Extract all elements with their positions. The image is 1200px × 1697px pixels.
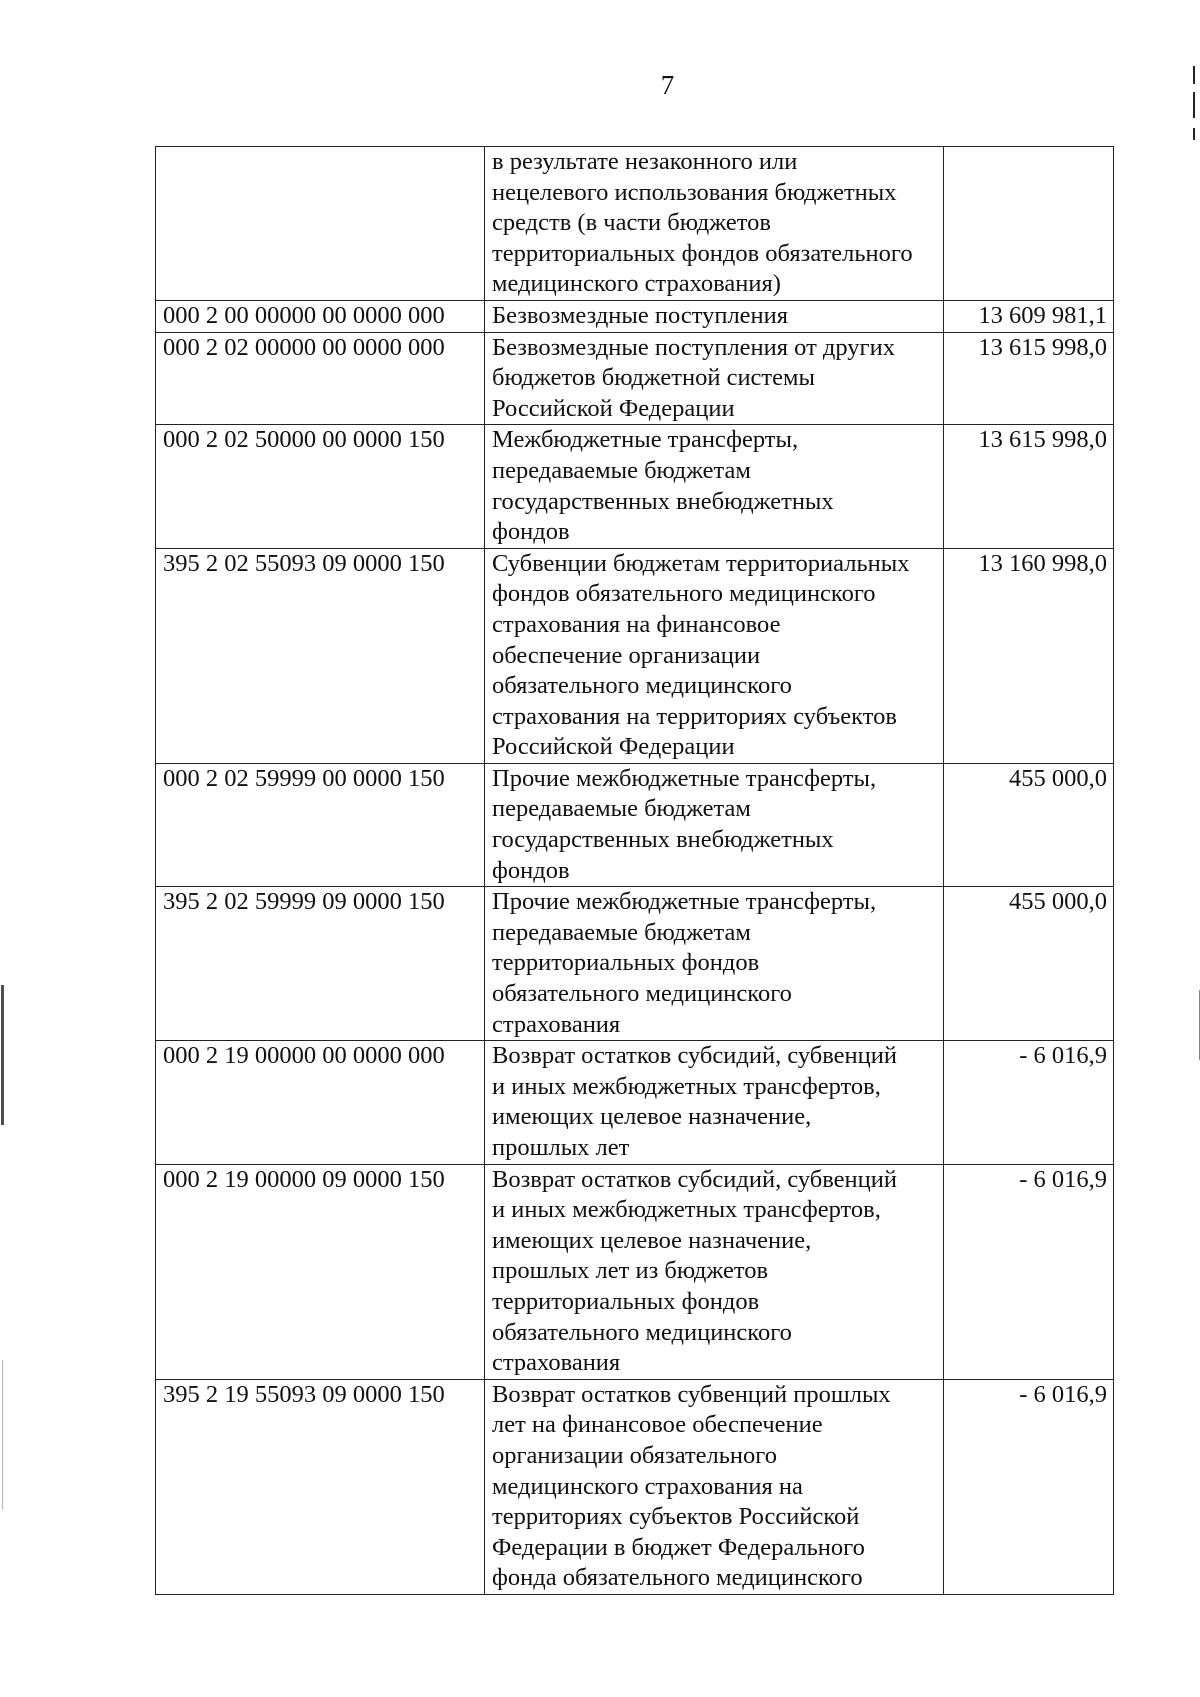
description-line: Межбюджетные трансферты, <box>492 426 799 454</box>
table-row <box>156 1164 1114 1379</box>
description-line: Субвенции бюджетам территориальных <box>492 549 910 577</box>
classification-code-cell: 000 2 02 50000 00 0000 150 <box>156 425 485 548</box>
table-row <box>156 887 1114 1041</box>
description-line: Прочие межбюджетные трансферты, <box>492 888 877 916</box>
description-line: страхования <box>492 1010 621 1038</box>
budget-revenue-table <box>155 146 1114 1595</box>
description-line: Российской Федерации <box>492 733 735 761</box>
scan-mark <box>1 985 4 1125</box>
description-line: обязательного медицинского <box>492 672 792 700</box>
table-row <box>156 1379 1114 1594</box>
scan-mark <box>2 1360 3 1510</box>
classification-code-cell: 000 2 19 00000 00 0000 000 <box>156 1041 485 1164</box>
revenue-description-cell <box>485 887 944 1041</box>
description-line: передаваемые бюджетам <box>492 456 751 484</box>
description-line: фондов <box>492 856 570 884</box>
revenue-description-cell <box>485 548 944 763</box>
description-line: Возврат остатков субвенций прошлых <box>492 1380 891 1408</box>
classification-code-cell <box>156 147 485 301</box>
classification-code-cell: 395 2 02 55093 09 0000 150 <box>156 548 485 763</box>
description-line: нецелевого использования бюджетных <box>492 178 897 206</box>
amount-cell: - 6 016,9 <box>944 1379 1114 1594</box>
description-line: Российской Федерации <box>492 394 735 422</box>
description-line: обязательного медицинского <box>492 1318 792 1346</box>
description-line: Возврат остатков субсидий, субвенций <box>492 1042 898 1070</box>
description-line: обеспечение организации <box>492 641 761 669</box>
page-number: 7 <box>660 70 675 100</box>
amount-cell: 13 609 981,1 <box>944 300 1114 332</box>
scan-mark <box>1193 92 1195 118</box>
classification-code-cell: 395 2 02 59999 09 0000 150 <box>156 887 485 1041</box>
description-line: территориях субъектов Российской <box>492 1503 860 1531</box>
table-row <box>156 332 1114 425</box>
scan-mark <box>1193 66 1195 84</box>
description-line: фондов <box>492 518 570 546</box>
revenue-description-cell <box>485 1379 944 1594</box>
scan-mark <box>1193 128 1195 140</box>
description-line: Возврат остатков субсидий, субвенций <box>492 1165 898 1193</box>
amount-cell: 13 615 998,0 <box>944 425 1114 548</box>
description-line: и иных межбюджетных трансфертов, <box>492 1196 881 1224</box>
description-line: медицинского страхования на <box>492 1472 803 1500</box>
table-row <box>156 147 1114 301</box>
description-line: бюджетов бюджетной системы <box>492 364 815 392</box>
description-line: фондов обязательного медицинского <box>492 580 876 608</box>
description-line: страхования на территориях субъектов <box>492 702 897 730</box>
amount-cell: 455 000,0 <box>944 763 1114 886</box>
description-line: медицинского страхования) <box>492 270 781 298</box>
description-line: в результате незаконного или <box>492 148 798 175</box>
description-line: Федерации в бюджет Федерального <box>492 1533 865 1561</box>
description-line: территориальных фондов обязательного <box>492 239 913 267</box>
description-line: фонда обязательного медицинского <box>492 1564 863 1592</box>
description-line: страхования <box>492 1349 621 1377</box>
description-line: лет на финансовое обеспечение <box>492 1411 823 1439</box>
revenue-description-cell <box>485 147 944 301</box>
table-row <box>156 1041 1114 1164</box>
description-line: передаваемые бюджетам <box>492 795 751 823</box>
classification-code-cell: 000 2 02 59999 00 0000 150 <box>156 763 485 886</box>
table-body <box>156 147 1114 1595</box>
revenue-description-cell <box>485 332 944 425</box>
description-line: территориальных фондов <box>492 1287 760 1315</box>
amount-cell: 13 160 998,0 <box>944 548 1114 763</box>
revenue-description-cell <box>485 1164 944 1379</box>
description-line: прошлых лет <box>492 1134 630 1161</box>
description-line: прошлых лет из бюджетов <box>492 1257 769 1285</box>
description-line: государственных внебюджетных <box>492 487 834 515</box>
description-line: обязательного медицинского <box>492 980 792 1008</box>
description-line: Безвозмездные поступления <box>492 301 789 329</box>
description-line: средств (в части бюджетов <box>492 209 771 237</box>
description-line: государственных внебюджетных <box>492 826 834 854</box>
table-row <box>156 425 1114 548</box>
classification-code-cell: 000 2 02 00000 00 0000 000 <box>156 332 485 425</box>
table-row <box>156 548 1114 763</box>
revenue-description-cell <box>485 763 944 886</box>
table-row <box>156 763 1114 886</box>
description-line: Прочие межбюджетные трансферты, <box>492 764 877 792</box>
description-line: имеющих целевое назначение, <box>492 1226 812 1254</box>
description-line: страхования на финансовое <box>492 610 781 638</box>
description-line: организации обязательного <box>492 1441 777 1469</box>
amount-cell: 13 615 998,0 <box>944 332 1114 425</box>
description-line: Безвозмездные поступления от других <box>492 333 895 361</box>
description-line: территориальных фондов <box>492 949 760 977</box>
description-line: и иных межбюджетных трансфертов, <box>492 1072 881 1100</box>
amount-cell: - 6 016,9 <box>944 1041 1114 1164</box>
classification-code-cell: 000 2 19 00000 09 0000 150 <box>156 1164 485 1379</box>
amount-cell: 455 000,0 <box>944 887 1114 1041</box>
description-line: передаваемые бюджетам <box>492 918 751 946</box>
revenue-description-cell <box>485 300 944 332</box>
classification-code-cell: 395 2 19 55093 09 0000 150 <box>156 1379 485 1594</box>
amount-cell <box>944 147 1114 301</box>
classification-code-cell: 000 2 00 00000 00 0000 000 <box>156 300 485 332</box>
table-row <box>156 300 1114 332</box>
revenue-description-cell <box>485 1041 944 1164</box>
description-line: имеющих целевое назначение, <box>492 1103 812 1131</box>
amount-cell: - 6 016,9 <box>944 1164 1114 1379</box>
revenue-description-cell <box>485 425 944 548</box>
